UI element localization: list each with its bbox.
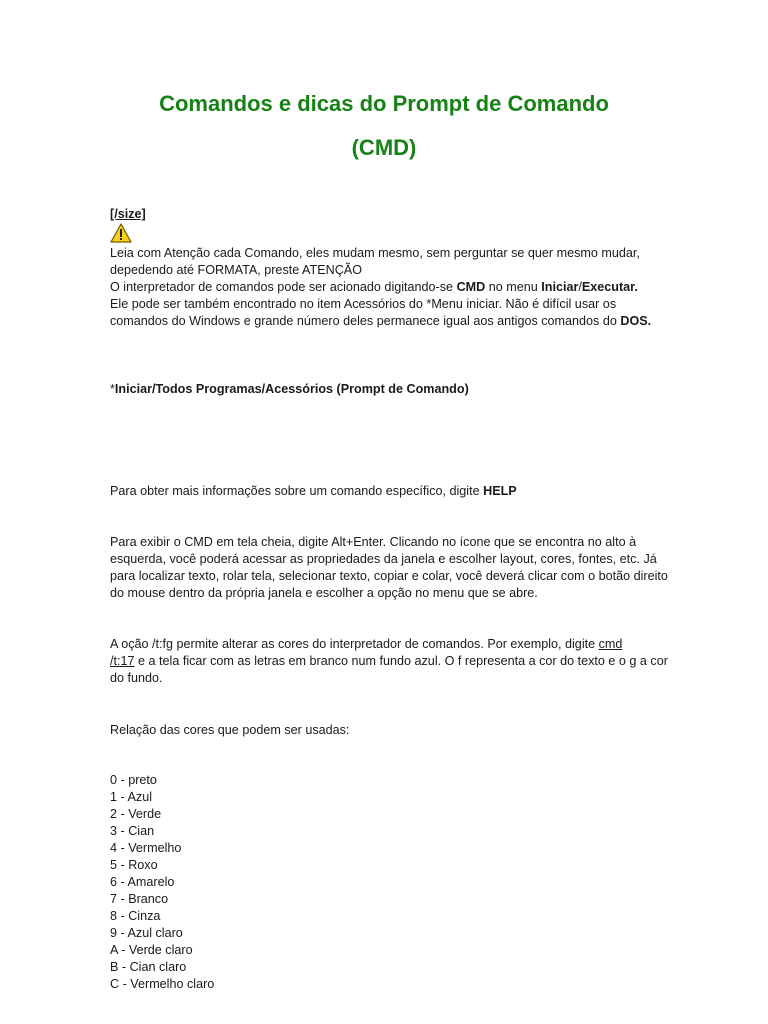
cmd-example-link[interactable]: cmd [598,637,623,651]
start-menu-path: *Iniciar/Todos Programas/Acessórios (Prompt de Comando) [110,382,469,396]
list-item: 1 - Azul [110,790,152,804]
fullscreen-paragraph: Para exibir o CMD em tela cheia, digite Alt+Enter. Clicando no ícone que se encontra no alto à esquerda, você poderá acessar as propriedades da janela e escolher layout, cores, fontes, etc. Já para localizar texto, rolar tela, selecionar texto, copiar e colar, você deverá clicar com o botão direito do mouse dentro da própria janela e escolher a opção no menu que se abre. [110,535,668,600]
list-item: B - Cian claro [110,960,187,974]
intro-line-3: O interpretador de comandos pode ser acionado digitando-se CMD no menu Iniciar/Executar. [110,280,638,294]
document-subtitle: (CMD) [351,135,417,160]
document-title: Comandos e dicas do Prompt de Comando [159,91,609,116]
list-item: 8 - Cinza [110,909,161,923]
list-item: A - Verde claro [110,943,193,957]
list-item: 4 - Vermelho [110,841,182,855]
list-item: 5 - Roxo [110,858,158,872]
list-item: 3 - Cian [110,824,155,838]
list-item: 7 - Branco [110,892,169,906]
size-tag: [/size] [110,207,146,221]
intro-paragraph [110,245,670,330]
colors-intro: Relação das cores que podem ser usadas: [110,723,350,737]
color-option-paragraph: A oção /t:fg permite alterar as cores do interpretador de comandos. Por exemplo, digite cmd /t:17 e a tela ficar com as letras em branco num fundo azul. O f representa a cor do texto e o g a cor do fundo. [110,637,668,685]
list-item: C - Vermelho claro [110,977,215,991]
intro-line-1: Leia com Atenção cada Comando, eles mudam mesmo, sem perguntar se quer mesmo mudar, [110,246,640,260]
list-item: 6 - Amarelo [110,875,175,889]
list-item: 2 - Verde [110,807,162,821]
list-item: 9 - Azul claro [110,926,183,940]
color-list [110,772,670,993]
t17-example-link[interactable]: /t:17 [110,654,135,668]
intro-line-4: Ele pode ser também encontrado no item Acessórios do *Menu iniciar. Não é difícil usar os comandos do Windows e grande número deles permanece igual aos antigos comandos do DOS. [110,297,652,328]
list-item: 0 - preto [110,773,157,787]
warning-triangle-icon [110,223,132,243]
intro-line-2: depedendo até FORMATA, preste ATENÇÃO [110,263,362,277]
help-instruction: Para obter mais informações sobre um comando específico, digite HELP [110,484,517,498]
